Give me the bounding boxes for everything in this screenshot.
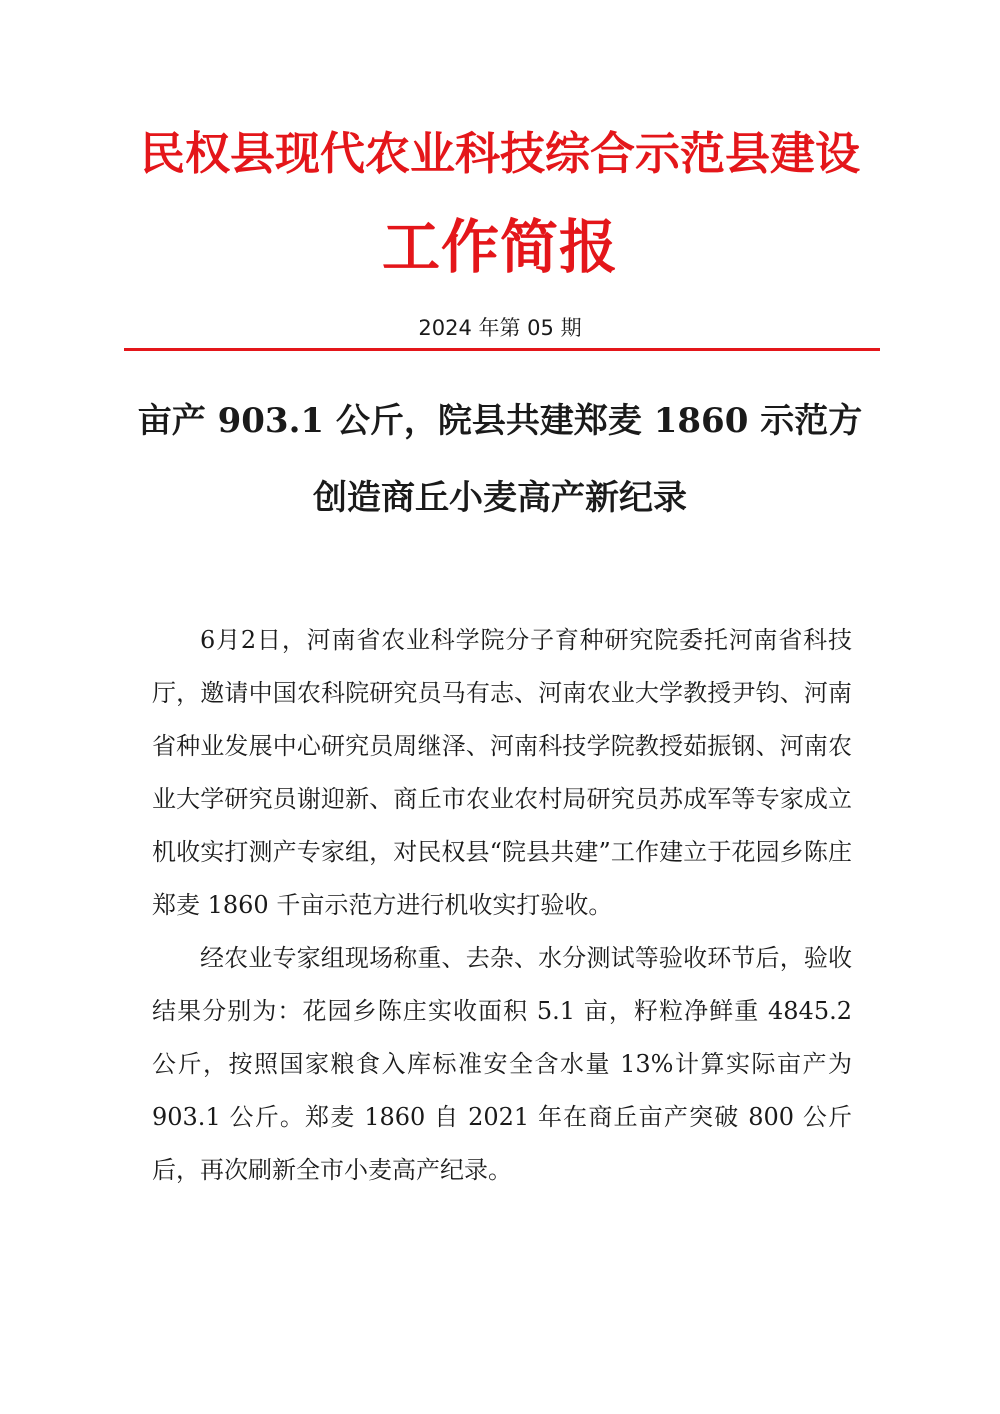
article-headline: 亩产 903.1 公斤，院县共建郑麦 1860 示范方: [137, 401, 863, 441]
red-divider: [124, 348, 880, 351]
masthead-title: 民权县现代农业科技综合示范县建设: [139, 127, 860, 180]
article-paragraph: 6月2日，河南省农业科学院分子育种研究院委托河南省科技厅，邀请中国农科院研究员马有志、河南农业大学教授尹钧、河南省种业发展中心研究员周继泽、河南科技学院教授茹振钢、河南农业大学研究员谢迎新、商丘市农业农村局研究员苏成军等专家成立机收实打测产专家组，对民权县“院县共建”工作建立于花园乡陈庄郑麦 1860 千亩示范方进行机收实打验收。: [152, 626, 852, 919]
article-paragraph: 经农业专家组现场称重、去杂、水分测试等验收环节后，验收结果分别为：花园乡陈庄实收面积 5.1 亩，籽粒净鲜重 4845.2 公斤，按照国家粮食入库标准安全含水量 13%计算实际亩产为 903.1 公斤。郑麦 1860 自 2021 年在商丘亩产突破 800 公斤后，再次刷新全市小麦高产纪录。: [152, 944, 852, 1184]
article-subheadline: 创造商丘小麦高产新纪录: [313, 478, 687, 518]
article-body: [152, 614, 852, 1197]
issue-number: 2024 年第 05 期: [418, 316, 582, 340]
masthead-subtitle: 工作简报: [381, 213, 618, 281]
